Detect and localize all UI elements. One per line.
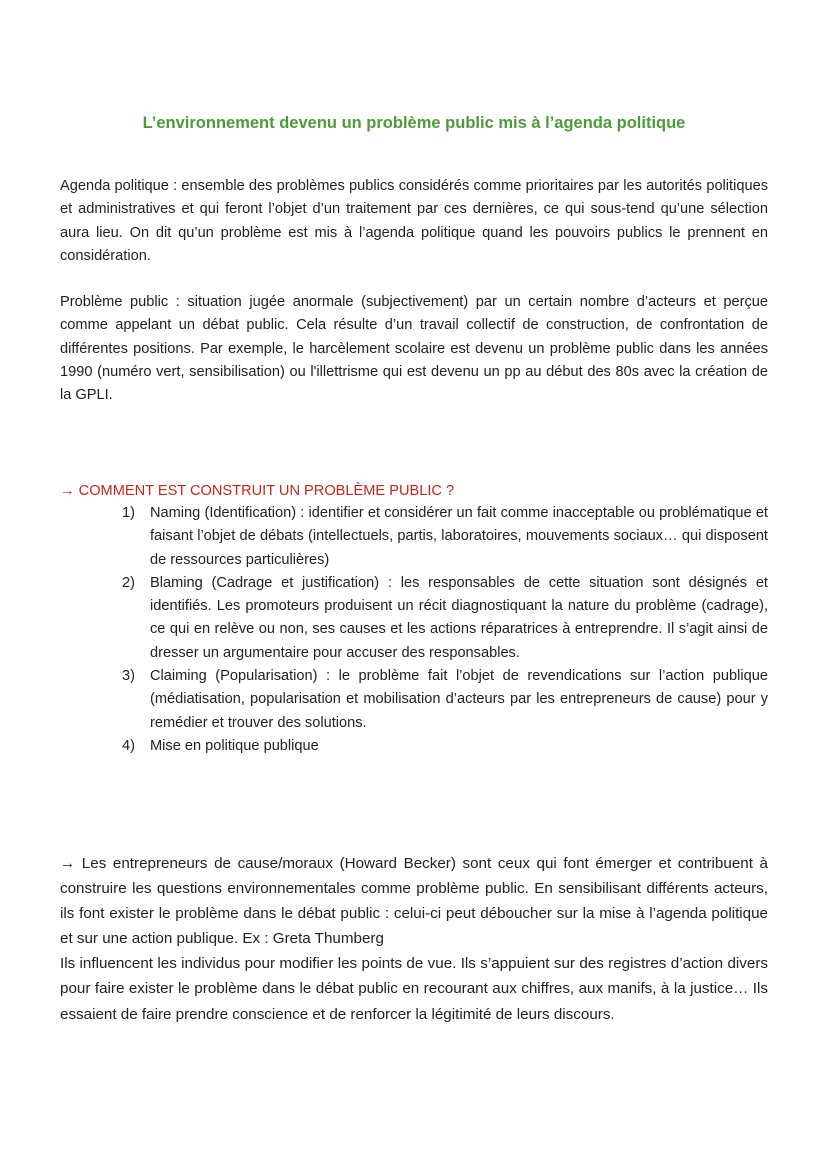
agenda-paragraph: Agenda politique : ensemble des problèmes publics considérés comme prioritaires par les autorités politiques et administratives et qui feront l’objet d’un traitement par ces dernières, ce qui sous-tend qu’une sélection aura lieu. On dit qu’un problème est mis à l’agenda politique quand les pouvoirs publics le prennent en considération. <box>60 178 768 264</box>
page-title: L’environnement devenu un problème public mis à l’agenda politique <box>142 114 686 133</box>
list-item <box>122 735 768 758</box>
list-item-number: 3) <box>122 668 135 685</box>
entrepreneurs-text-part1: → Les entrepreneurs de cause/moraux (Howard Becker) sont ceux qui font émerger et contribuent à construire les questions environnementales comme problème public. En sensibilisant différents acteurs, ils font exister le problème dans le débat public : celui-ci peut déboucher sur la mise à l’agenda politique et sur une action publique. Ex : Greta Thumberg <box>60 855 768 948</box>
probleme-public-paragraph: Problème public : situation jugée anormale (subjectivement) par un certain nombre d’acteurs et perçue comme appelant un débat public. Cela résulte d’un travail collectif de construction, de confrontation de différentes positions. Par exemple, le harcèlement scolaire est devenu un problème public dans les années 1990 (numéro vert, sensibilisation) ou l'illettrisme qui est devenu un pp au début des 80s avec la création de la GPLI. <box>60 294 768 404</box>
entrepreneurs-paragraph <box>60 851 768 1027</box>
list-item-text: Naming (Identification) : identifier et considérer un fait comme inacceptable ou problématique et faisant l’objet de débats (intellectuels, partis, laboratoires, mouvements sociaux… qui disposent de ressources particulières) <box>150 505 768 568</box>
steps-list <box>122 502 768 758</box>
list-item <box>122 572 768 665</box>
list-item-number: 1) <box>122 505 135 521</box>
list-item-text: Mise en politique publique <box>150 737 319 754</box>
list-item-text: Blaming (Cadrage et justification) : les responsables de cette situation sont désignés et identifiés. Les promoteurs produisent un récit diagnostiquant la nature du problème (cadrage), ce qui en relève ou non, ses causes et les actions réparatrices à entreprendre. Il s’agit ainsi de dresser un argumentaire pour accuser des responsables. <box>150 574 768 661</box>
section-heading: → COMMENT EST CONSTRUIT UN PROBLÈME PUBLIC ? <box>60 483 455 499</box>
list-item-text: Claiming (Popularisation) : le problème fait l’objet de revendications sur l’action publique (médiatisation, popularisation et mobilisation d’acteurs par les entrepreneurs de cause) pour y remédier et trouver des solutions. <box>150 668 768 731</box>
list-item <box>122 665 768 735</box>
list-item-number: 4) <box>122 737 135 754</box>
entrepreneurs-text-part2: Ils influencent les individus pour modifier les points de vue. Ils s’appuient sur des registres d’action divers pour faire exister le problème dans le débat public en recourant aux chiffres, aux manifs, à la justice… Ils essaient de faire prendre conscience et de renforcer la légitimité de leurs discours. <box>60 955 768 1023</box>
list-item <box>122 502 768 572</box>
list-item-number: 2) <box>122 574 135 591</box>
